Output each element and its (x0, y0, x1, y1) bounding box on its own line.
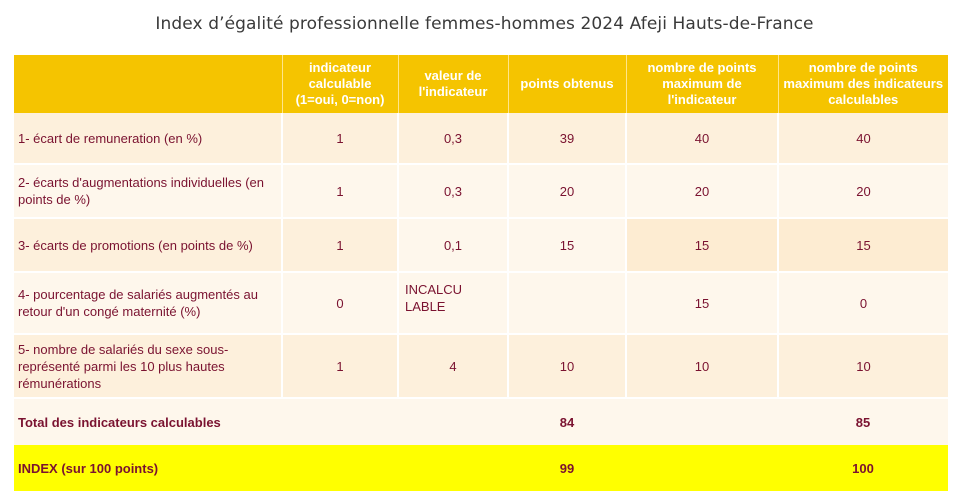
total-points: 84 (508, 398, 626, 445)
header-row (14, 55, 948, 113)
cell-calculable: 1 (282, 334, 398, 398)
total-empty (626, 398, 778, 445)
row-label: 2- écarts d'augmentations individuelles (en points de %) (14, 164, 282, 218)
cell-max: 15 (626, 272, 778, 334)
index-row (14, 445, 948, 491)
header-points: points obtenus (508, 55, 626, 113)
row-label: 1- écart de remuneration (en %) (14, 113, 282, 164)
header-max-calc: nombre de points maximum des indicateurs calculables (778, 55, 948, 113)
total-max-calc: 85 (778, 398, 948, 445)
cell-max-calc: 0 (778, 272, 948, 334)
cell-calculable: 1 (282, 164, 398, 218)
cell-max: 20 (626, 164, 778, 218)
cell-calculable: 1 (282, 218, 398, 272)
cell-calculable: 1 (282, 113, 398, 164)
total-row (14, 398, 948, 445)
index-label: INDEX (sur 100 points) (14, 445, 508, 491)
cell-max-calc: 20 (778, 164, 948, 218)
cell-calculable: 0 (282, 272, 398, 334)
cell-valeur: 4 (398, 334, 508, 398)
cell-points: 10 (508, 334, 626, 398)
cell-max-calc: 10 (778, 334, 948, 398)
table-row (14, 164, 948, 218)
table-row (14, 218, 948, 272)
header-valeur: valeur de l'indicateur (398, 55, 508, 113)
cell-valeur: 0,1 (398, 218, 508, 272)
total-label: Total des indicateurs calculables (14, 398, 508, 445)
cell-points: 39 (508, 113, 626, 164)
header-max: nombre de points maximum de l'indicateur (626, 55, 778, 113)
index-points: 99 (508, 445, 626, 491)
cell-points (508, 272, 626, 334)
header-calculable: indicateur calculable (1=oui, 0=non) (282, 55, 398, 113)
page-title: Index d’égalité professionnelle femmes-hommes 2024 Afeji Hauts-de-France (155, 14, 814, 34)
row-label: 3- écarts de promotions (en points de %) (14, 218, 282, 272)
cell-max-calc: 40 (778, 113, 948, 164)
table-row (14, 272, 948, 334)
index-table (14, 55, 948, 491)
index-empty (626, 445, 778, 491)
table-row (14, 334, 948, 398)
cell-points: 15 (508, 218, 626, 272)
cell-max: 15 (626, 218, 778, 272)
cell-valeur: 0,3 (398, 113, 508, 164)
cell-max: 10 (626, 334, 778, 398)
cell-max: 40 (626, 113, 778, 164)
header-label (14, 55, 282, 113)
cell-max-calc: 15 (778, 218, 948, 272)
cell-valeur: INCALCU LABLE (398, 272, 508, 334)
cell-points: 20 (508, 164, 626, 218)
cell-valeur: 0,3 (398, 164, 508, 218)
index-max-calc: 100 (778, 445, 948, 491)
row-label: 5- nombre de salariés du sexe sous-représenté parmi les 10 plus hautes rémunérations (14, 334, 282, 398)
row-label: 4- pourcentage de salariés augmentés au retour d'un congé maternité (%) (14, 272, 282, 334)
table-row (14, 113, 948, 164)
